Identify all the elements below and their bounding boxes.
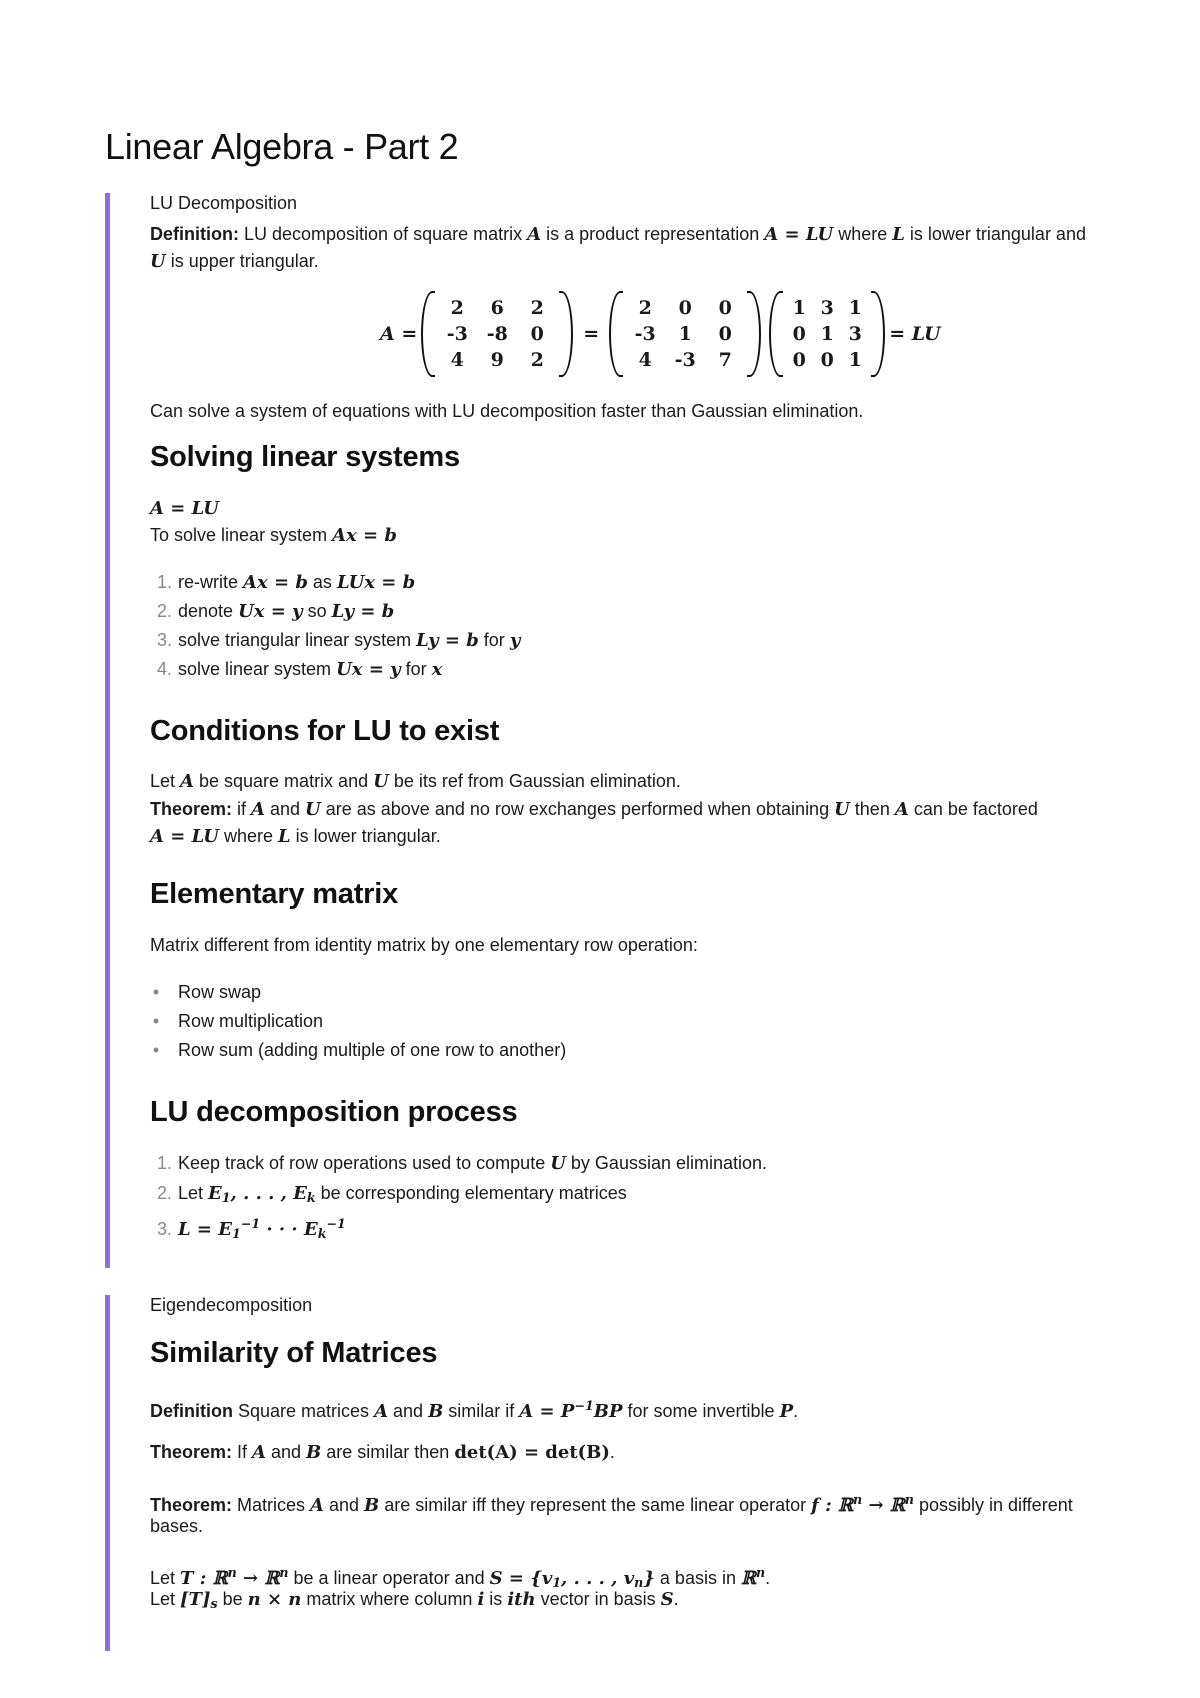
- math: U: [150, 251, 166, 272]
- matrix-cell: 0: [678, 297, 692, 319]
- text: Keep track of row operations used to compute: [178, 1153, 551, 1173]
- text: similar if: [443, 1400, 520, 1421]
- math: Ax = b: [332, 525, 397, 546]
- theorem-label: Theorem:: [150, 799, 233, 819]
- matrix-row: [437, 347, 557, 373]
- matrix-cell: 0: [530, 323, 544, 345]
- math: Ux = y: [336, 659, 401, 680]
- math: S = {v: [489, 1567, 553, 1589]
- matrix-cell: 3: [820, 297, 834, 319]
- step-number: 1.: [156, 1153, 172, 1173]
- heading-process: LU decomposition process: [150, 1096, 518, 1128]
- matrix-row: [785, 321, 869, 347]
- list-item: [140, 1150, 767, 1177]
- text: Row swap: [178, 982, 262, 1002]
- text: .: [765, 1567, 771, 1588]
- math: U: [550, 1153, 566, 1174]
- text: and: [265, 799, 306, 819]
- similarity-theorem-2: [150, 1486, 1073, 1519]
- math: A = LU: [150, 498, 219, 519]
- lu-decomposition-block: [105, 193, 1100, 1268]
- matrix-cell: 0: [718, 323, 732, 345]
- matrix-row: [625, 295, 745, 321]
- matrix-cell: -8: [486, 323, 508, 345]
- math: A: [894, 799, 909, 820]
- similarity-theorem-2-cont: bases.: [150, 1516, 204, 1536]
- page-title: Linear Algebra - Part 2: [105, 126, 459, 167]
- math-superscript: −1: [240, 1216, 261, 1231]
- section-label-lu: LU Decomposition: [150, 193, 298, 213]
- bullet: •: [152, 982, 160, 1002]
- conditions-line1: [150, 768, 681, 795]
- math-subscript: 1: [221, 1190, 231, 1206]
- math: }: [643, 1567, 655, 1589]
- text: denote: [178, 601, 239, 621]
- list-item: [140, 656, 442, 683]
- math: E: [208, 1183, 222, 1204]
- text: and: [388, 1400, 429, 1421]
- math-superscript: n: [279, 1565, 289, 1580]
- list-item: [140, 1008, 323, 1035]
- list-item: [140, 1037, 566, 1064]
- equation-rhs: = LU: [889, 323, 941, 345]
- matrix-cell: -3: [674, 349, 696, 371]
- text: be: [217, 1589, 248, 1609]
- math: Ly = b: [416, 630, 479, 651]
- matrix-cell: -3: [634, 323, 656, 345]
- step-number: 1.: [156, 572, 172, 592]
- text: be a linear operator and: [288, 1567, 490, 1588]
- math: y: [509, 630, 521, 651]
- math: ℝ: [740, 1567, 756, 1589]
- text: solve linear system: [178, 659, 337, 679]
- text: Let: [150, 1567, 181, 1588]
- math: U: [373, 771, 389, 792]
- math: · · · E: [260, 1218, 318, 1240]
- text: is lower triangular and: [904, 224, 1086, 244]
- math: A: [252, 1442, 266, 1463]
- text: solve triangular linear system: [178, 630, 417, 650]
- heading-conditions: Conditions for LU to exist: [150, 715, 500, 747]
- lu-example-equation: [150, 288, 1100, 380]
- math: Ux = y: [238, 601, 303, 622]
- list-item: [140, 569, 415, 596]
- math-subscript: k: [306, 1190, 316, 1206]
- math: f : ℝ: [811, 1494, 854, 1516]
- math-subscript: k: [317, 1226, 327, 1242]
- text: for: [400, 659, 432, 679]
- text: is upper triangular.: [165, 251, 319, 271]
- solving-line2: [150, 522, 397, 549]
- matrix-a: [421, 295, 573, 373]
- theorem-label: Theorem:: [150, 1494, 233, 1515]
- list-item: [140, 979, 261, 1006]
- matrix-cell: 7: [718, 349, 732, 371]
- matrix-row: [437, 321, 557, 347]
- text: where: [218, 826, 278, 846]
- text: are similar iff they represent the same linear operator: [379, 1494, 812, 1515]
- math: A: [310, 1494, 324, 1516]
- matrix-cell: 0: [792, 323, 806, 345]
- text: .: [609, 1442, 615, 1462]
- math-superscript: −1: [574, 1398, 594, 1413]
- matrix-cell: 1: [678, 323, 692, 345]
- math: , . . . , v: [561, 1567, 635, 1589]
- math: L: [277, 826, 291, 847]
- matrix-cell: 0: [718, 297, 732, 319]
- math: x: [431, 659, 443, 680]
- list-item: [140, 627, 520, 654]
- math: B: [428, 1400, 444, 1422]
- math: n × n: [247, 1589, 302, 1610]
- math-subscript: 1: [552, 1575, 562, 1591]
- heading-solving: Solving linear systems: [150, 441, 460, 473]
- text: Square matrices: [233, 1400, 375, 1421]
- text: To solve linear system: [150, 525, 333, 545]
- step-number: 4.: [156, 659, 172, 679]
- math: U: [834, 799, 850, 820]
- math: A: [251, 799, 265, 820]
- text: Row multiplication: [178, 1011, 324, 1031]
- theorem-label: Theorem:: [150, 1442, 233, 1462]
- matrix-cell: 2: [638, 297, 652, 319]
- text: if: [232, 799, 252, 819]
- list-item: [140, 598, 394, 625]
- text: matrix where column: [301, 1589, 478, 1609]
- text: re-write: [178, 572, 244, 592]
- text: where: [833, 224, 893, 244]
- matrix-cell: 1: [792, 297, 806, 319]
- text: If: [232, 1442, 253, 1462]
- math: [T]: [180, 1589, 211, 1610]
- matrix-row: [437, 295, 557, 321]
- step-number: 2.: [156, 601, 172, 621]
- text: are as above and no row exchanges performed when obtaining: [320, 799, 835, 819]
- matrix-cell: 1: [848, 349, 862, 371]
- matrix-u: [769, 295, 885, 373]
- eigendecomposition-block: [105, 1295, 1100, 1651]
- elementary-intro: Matrix different from identity matrix by one elementary row operation:: [150, 935, 698, 955]
- math: A: [527, 224, 542, 245]
- matrix-l: [609, 295, 761, 373]
- text: be its ref from Gaussian elimination.: [388, 771, 681, 791]
- math-superscript: n: [755, 1565, 766, 1580]
- math: B: [364, 1494, 380, 1516]
- text: for some invertible: [622, 1400, 780, 1421]
- math: , . . . , E: [230, 1183, 307, 1204]
- solving-line1: [150, 495, 219, 522]
- definition-label: Definition: [150, 1400, 233, 1421]
- lu-note: Can solve a system of equations with LU decomposition faster than Gaussian elimination.: [150, 401, 864, 421]
- conditions-line3: [150, 823, 441, 850]
- matrix-row: [785, 295, 869, 321]
- math: A: [180, 771, 194, 792]
- text: vector in basis: [535, 1589, 661, 1609]
- text: can be factored: [908, 799, 1038, 819]
- math: i: [477, 1589, 485, 1610]
- math: Ax = b: [243, 572, 308, 593]
- math: BP: [593, 1400, 623, 1422]
- math: B: [306, 1442, 322, 1463]
- matrix-equation: [380, 288, 941, 380]
- math: ith: [507, 1589, 536, 1610]
- text: .: [793, 1400, 799, 1421]
- matrix-cell: 2: [530, 349, 544, 371]
- list-item: [140, 1180, 627, 1211]
- heading-similarity: Similarity of Matrices: [150, 1337, 438, 1369]
- matrix-cell: 1: [820, 323, 834, 345]
- math: L: [892, 224, 905, 245]
- list-item: [140, 1210, 346, 1247]
- similarity-theorem-1: [150, 1439, 615, 1466]
- math-superscript: n: [227, 1565, 237, 1580]
- math: → ℝ: [862, 1494, 905, 1516]
- text: Let: [150, 771, 181, 791]
- section-label-eigen: Eigendecomposition: [150, 1295, 313, 1315]
- definition-label: Definition:: [150, 224, 239, 244]
- math-superscript: −1: [326, 1216, 346, 1231]
- text: for: [478, 630, 510, 650]
- matrix-cell: 0: [792, 349, 806, 371]
- let-matrix-line: [150, 1586, 679, 1617]
- matrix-cell: 0: [820, 349, 834, 371]
- text: a basis in: [654, 1567, 741, 1588]
- text: be square matrix and: [194, 771, 374, 791]
- math: P: [779, 1400, 794, 1422]
- matrix-cell: 6: [490, 297, 504, 319]
- step-number: 2.: [156, 1183, 172, 1203]
- bullet: •: [152, 1011, 160, 1031]
- text: is: [484, 1589, 508, 1609]
- matrix-cell: -3: [446, 323, 468, 345]
- text: as: [307, 572, 337, 592]
- matrix-cell: 2: [530, 297, 544, 319]
- matrix-row: [625, 321, 745, 347]
- math: T : ℝ: [180, 1567, 228, 1589]
- text: then: [849, 799, 895, 819]
- text: Let: [178, 1183, 209, 1203]
- text: LU decomposition of square matrix: [238, 224, 528, 244]
- math: A = LU: [764, 224, 834, 245]
- matrix-cell: 1: [848, 297, 862, 319]
- math: → ℝ: [236, 1567, 280, 1589]
- math: Ly = b: [331, 601, 395, 622]
- lu-definition: [150, 221, 1100, 275]
- math: L = E: [178, 1218, 232, 1240]
- text: by Gaussian elimination.: [565, 1153, 768, 1173]
- equation-lhs: A =: [380, 323, 418, 345]
- math: U: [305, 799, 321, 820]
- text: be corresponding elementary matrices: [315, 1183, 627, 1203]
- math: LUx = b: [336, 572, 416, 593]
- matrix-cell: 4: [638, 349, 652, 371]
- math: S: [660, 1589, 674, 1610]
- text: is a product representation: [541, 224, 765, 244]
- text: and: [266, 1442, 307, 1462]
- math: det(A) = det(B): [454, 1442, 610, 1463]
- similarity-definition: [150, 1392, 798, 1425]
- heading-elementary: Elementary matrix: [150, 878, 399, 910]
- math-subscript: n: [634, 1575, 644, 1591]
- equals-sign: =: [583, 323, 600, 345]
- math-superscript: n: [853, 1492, 863, 1507]
- bullet: •: [152, 1040, 160, 1060]
- text: Row sum (adding multiple of one row to another): [178, 1040, 567, 1060]
- matrix-cell: 9: [490, 349, 504, 371]
- text: Matrices: [232, 1494, 311, 1515]
- matrix-cell: 3: [848, 323, 862, 345]
- math: A = P: [519, 1400, 575, 1422]
- text: .: [673, 1589, 679, 1609]
- text: possibly in different: [913, 1494, 1073, 1515]
- text: so: [302, 601, 332, 621]
- matrix-cell: 4: [450, 349, 464, 371]
- step-number: 3.: [156, 630, 172, 650]
- matrix-cell: 2: [450, 297, 464, 319]
- math: A: [374, 1400, 389, 1422]
- text: and: [324, 1494, 365, 1515]
- text: are similar then: [321, 1442, 455, 1462]
- text: is lower triangular.: [290, 826, 441, 846]
- math-superscript: n: [904, 1492, 914, 1507]
- math: A = LU: [150, 826, 219, 847]
- math-subscript: 1: [232, 1226, 241, 1242]
- step-number: 3.: [156, 1218, 172, 1239]
- matrix-row: [625, 347, 745, 373]
- math-subscript: s: [210, 1596, 218, 1612]
- matrix-row: [785, 347, 869, 373]
- text: Let: [150, 1589, 181, 1609]
- conditions-theorem: [150, 796, 1038, 823]
